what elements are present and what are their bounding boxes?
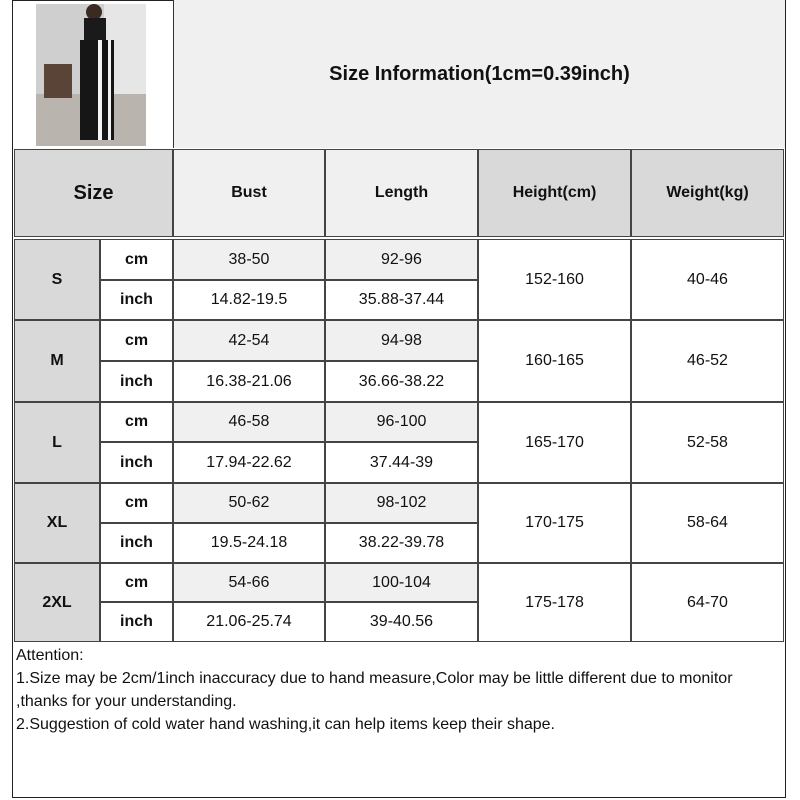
unit-cm: cm bbox=[100, 483, 173, 523]
length-inch: 38.22-39.78 bbox=[325, 523, 478, 563]
length-inch: 39-40.56 bbox=[325, 602, 478, 642]
notes-heading: Attention: bbox=[16, 647, 84, 664]
length-cm: 92-96 bbox=[325, 239, 478, 280]
weight-value: 46-52 bbox=[631, 320, 784, 402]
unit-inch: inch bbox=[100, 523, 173, 563]
length-inch: 36.66-38.22 bbox=[325, 361, 478, 402]
height-value: 170-175 bbox=[478, 483, 631, 563]
size-label: 2XL bbox=[14, 563, 100, 642]
bust-inch: 17.94-22.62 bbox=[173, 442, 325, 483]
bust-inch: 21.06-25.74 bbox=[173, 602, 325, 642]
bust-cm: 42-54 bbox=[173, 320, 325, 361]
height-value: 160-165 bbox=[478, 320, 631, 402]
product-photo bbox=[36, 4, 146, 146]
product-photo-illustration bbox=[36, 4, 146, 146]
length-cm: 94-98 bbox=[325, 320, 478, 361]
attention-notes bbox=[16, 644, 776, 736]
weight-value: 40-46 bbox=[631, 239, 784, 320]
header-bust: Bust bbox=[173, 149, 325, 237]
unit-cm: cm bbox=[100, 402, 173, 442]
unit-inch: inch bbox=[100, 442, 173, 483]
weight-value: 58-64 bbox=[631, 483, 784, 563]
unit-inch: inch bbox=[100, 602, 173, 642]
unit-cm: cm bbox=[100, 563, 173, 602]
length-inch: 37.44-39 bbox=[325, 442, 478, 483]
header-length: Length bbox=[325, 149, 478, 237]
height-value: 152-160 bbox=[478, 239, 631, 320]
header-weight: Weight(kg) bbox=[631, 149, 784, 237]
bust-cm: 50-62 bbox=[173, 483, 325, 523]
unit-inch: inch bbox=[100, 361, 173, 402]
bust-cm: 54-66 bbox=[173, 563, 325, 602]
bust-cm: 46-58 bbox=[173, 402, 325, 442]
unit-cm: cm bbox=[100, 320, 173, 361]
length-cm: 96-100 bbox=[325, 402, 478, 442]
header-height: Height(cm) bbox=[478, 149, 631, 237]
note-line-2: 2.Suggestion of cold water hand washing,it can help items keep their shape. bbox=[16, 716, 555, 733]
length-inch: 35.88-37.44 bbox=[325, 280, 478, 320]
bust-inch: 19.5-24.18 bbox=[173, 523, 325, 563]
length-cm: 98-102 bbox=[325, 483, 478, 523]
unit-inch: inch bbox=[100, 280, 173, 320]
height-value: 165-170 bbox=[478, 402, 631, 483]
size-label: M bbox=[14, 320, 100, 402]
bust-cm: 38-50 bbox=[173, 239, 325, 280]
length-cm: 100-104 bbox=[325, 563, 478, 602]
weight-value: 52-58 bbox=[631, 402, 784, 483]
weight-value: 64-70 bbox=[631, 563, 784, 642]
unit-cm: cm bbox=[100, 239, 173, 280]
bust-inch: 14.82-19.5 bbox=[173, 280, 325, 320]
note-line-1: 1.Size may be 2cm/1inch inaccuracy due to hand measure,Color may be little different due to monitor ,thanks for your understanding. bbox=[16, 670, 733, 710]
bust-inch: 16.38-21.06 bbox=[173, 361, 325, 402]
size-label: S bbox=[14, 239, 100, 320]
chart-title: Size Information(1cm=0.39inch) bbox=[173, 0, 785, 148]
header-size: Size bbox=[14, 149, 173, 237]
size-label: L bbox=[14, 402, 100, 483]
height-value: 175-178 bbox=[478, 563, 631, 642]
size-label: XL bbox=[14, 483, 100, 563]
